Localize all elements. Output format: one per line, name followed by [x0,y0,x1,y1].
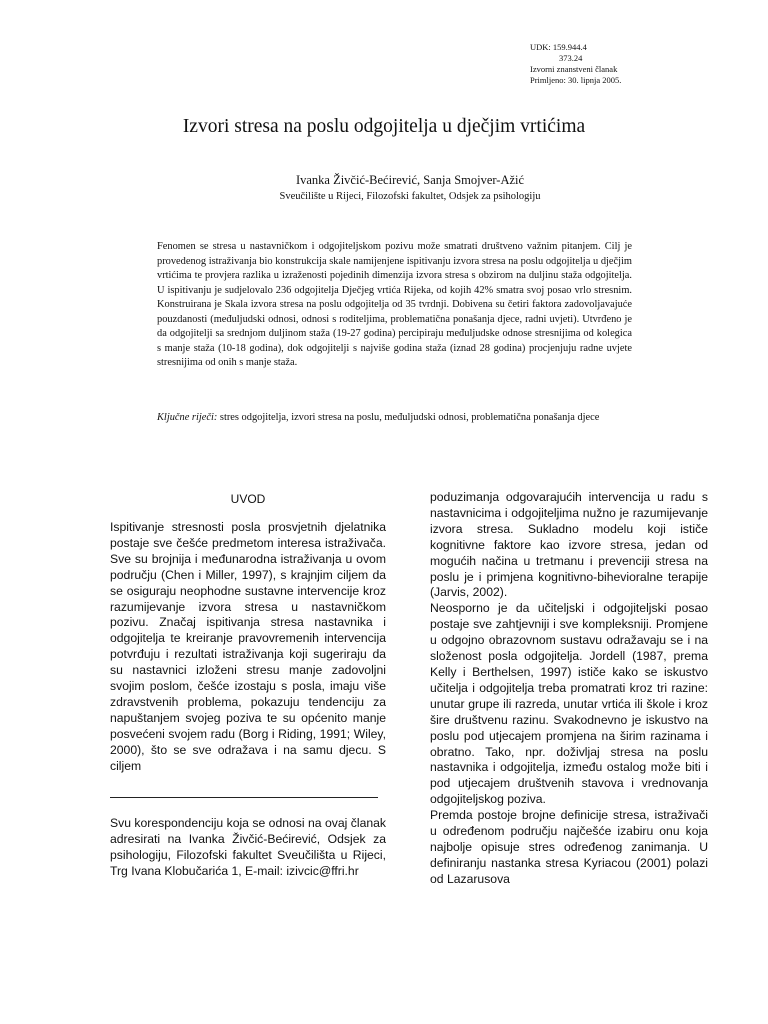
author-affiliation: Sveučilište u Rijeci, Filozofski fakultet, Odsjek za psihologiju [279,191,541,202]
keywords-label: Ključne riječi: [157,412,218,423]
paragraph: poduzimanja odgovarajućih intervencija u radu s nastavnicima i odgojiteljima nužno je razumijevanje izvora stresa. Sukladno modelu koji ističe kognitivne faktore kao izvore stresa, jedan od mogućih načina u tretmanu i prevenciji stresa na poslu je i primjena kognitivno-bihevioralne terapije (Jarvis, 2002). [430,490,708,600]
footnote-divider [110,797,378,798]
paper-authors: Ivanka Živčić-Bećirević, Sanja Smojver-Ažić [295,173,525,187]
left-column [110,520,386,775]
article-type: Izvorni znanstveni članak [530,64,618,74]
paper-title: Izvori stresa na poslu odgojitelja u dječjim vrtićima [182,116,586,137]
received-date: Primljeno: 30. lipnja 2005. [530,75,622,85]
abstract: Fenomen se stresa u nastavničkom i odgojiteljskom pozivu može smatrati društveno važnim pitanjem. Cilj je provedenog istraživanja bio konstrukcija skale namijenjene ispitivanju izvora stresa na poslu odgojitelja u dječjim vrtićima te provjera razlika u izraženosti pojedinih dimenzija izvora stresa s obzirom na duljinu staža odgojitelja. U ispitivanju je sudjelovalo 236 odgojitelja Dječjeg vrtića Rijeka, od kojih 42% smatra svoj posao vrlo stresnim. Konstruirana je Skala izvora stresa na poslu odgojitelja od 35 tvrdnji. Dobivena su četiri faktora zadovoljavajuće pouzdanosti (međuljudski odnosi, odnosi s roditeljima, problematična ponašanja djece, radni uvjeti). Utvrđeno je da odgojitelji sa srednjom duljinom staža (19-27 godina) percipiraju međuljudske odnose stresnijima od kolegica s manje staža (10-18 godina), dok odgojitelji s najviše godina staža (iznad 28 godina) procjenjuju radne uvjete stresnijima od onih s manje staža. [157,241,632,369]
paragraph: Ispitivanje stresnosti posla prosvjetnih djelatnika postaje sve češće predmetom interesa istraživača. Sve su brojnija i međunarodna istraživanja u ovom području (Chen i Miller, 1997), s krajnjim ciljem da se osiguraju neophodne sustavne intervencije kroz razumijevanje izvora stresa u nastavničkom pozivu. Značaj ispitivanja stresa nastavnika i odgojitelja te kreiranje pravovremenih intervencija potvrđuju i rezultati istraživanja koji sugeriraju da su nastavnici izloženi stresu manje zadovoljni svojim poslom, češće izostaju s posla, imaju više zdravstvenih problema, pokazuju tendenciju za napuštanjem svojeg poziva te su općenito manje posvećeni svojem radu (Borg i Riding, 1991; Wiley, 2000), što se sve odražava i na samu djecu. S ciljem [110,520,386,773]
keywords-text: stres odgojitelja, izvori stresa na poslu, međuljudski odnosi, problematična ponašanja djece [217,412,600,423]
paragraph: Neosporno je da učiteljski i odgojiteljski posao postaje sve zahtjevniji i sve kompleksniji. Promjene u odgojno obrazovnom sustavu odražavaju se i na složenost posla odgojitelja. Jordell (1987, prema Kelly i Berthelsen, 1997) ističe kako se iskustvo učitelja i odgojitelja treba promatrati kroz tri razine: unutar grupe ili razreda, unutar vrtića ili škole i kroz šire društvenu razinu. Svakodnevno je iskustvo na poslu pod utjecajem promjena na širim razinama i obratno. Tako, npr. doživljaj stresa na poslu nastavnika i odgojitelja, između ostalog može biti i pod utjecajem društvenih stavova i vrednovanja odgojiteljskog poziva. [430,601,708,807]
keywords [157,411,632,426]
right-column [430,490,708,888]
footnote: Svu korespondenciju koja se odnosi na ovaj članak adresirati na Ivanka Živčić-Bećirević, Odsjek za psihologiju, Filozofski fakultet Sveučilišta u Rijeci, Trg Ivana Klobučarića 1, E-mail: izivcic@ffri.hr [110,816,386,878]
paragraph: Premda postoje brojne definicije stresa, istraživači u određenom području najčešće izabiru onu koja najbolje opisuje stres određenog zanimanja. U definiranju nastanka stresa Kyriacou (2001) polazi od Lazarusova [430,808,708,886]
section-heading: UVOD [230,492,266,506]
article-metadata [530,42,621,86]
udk-line: 373.24 [559,53,583,63]
udk-line: UDK: 159.944.4 [530,42,587,52]
